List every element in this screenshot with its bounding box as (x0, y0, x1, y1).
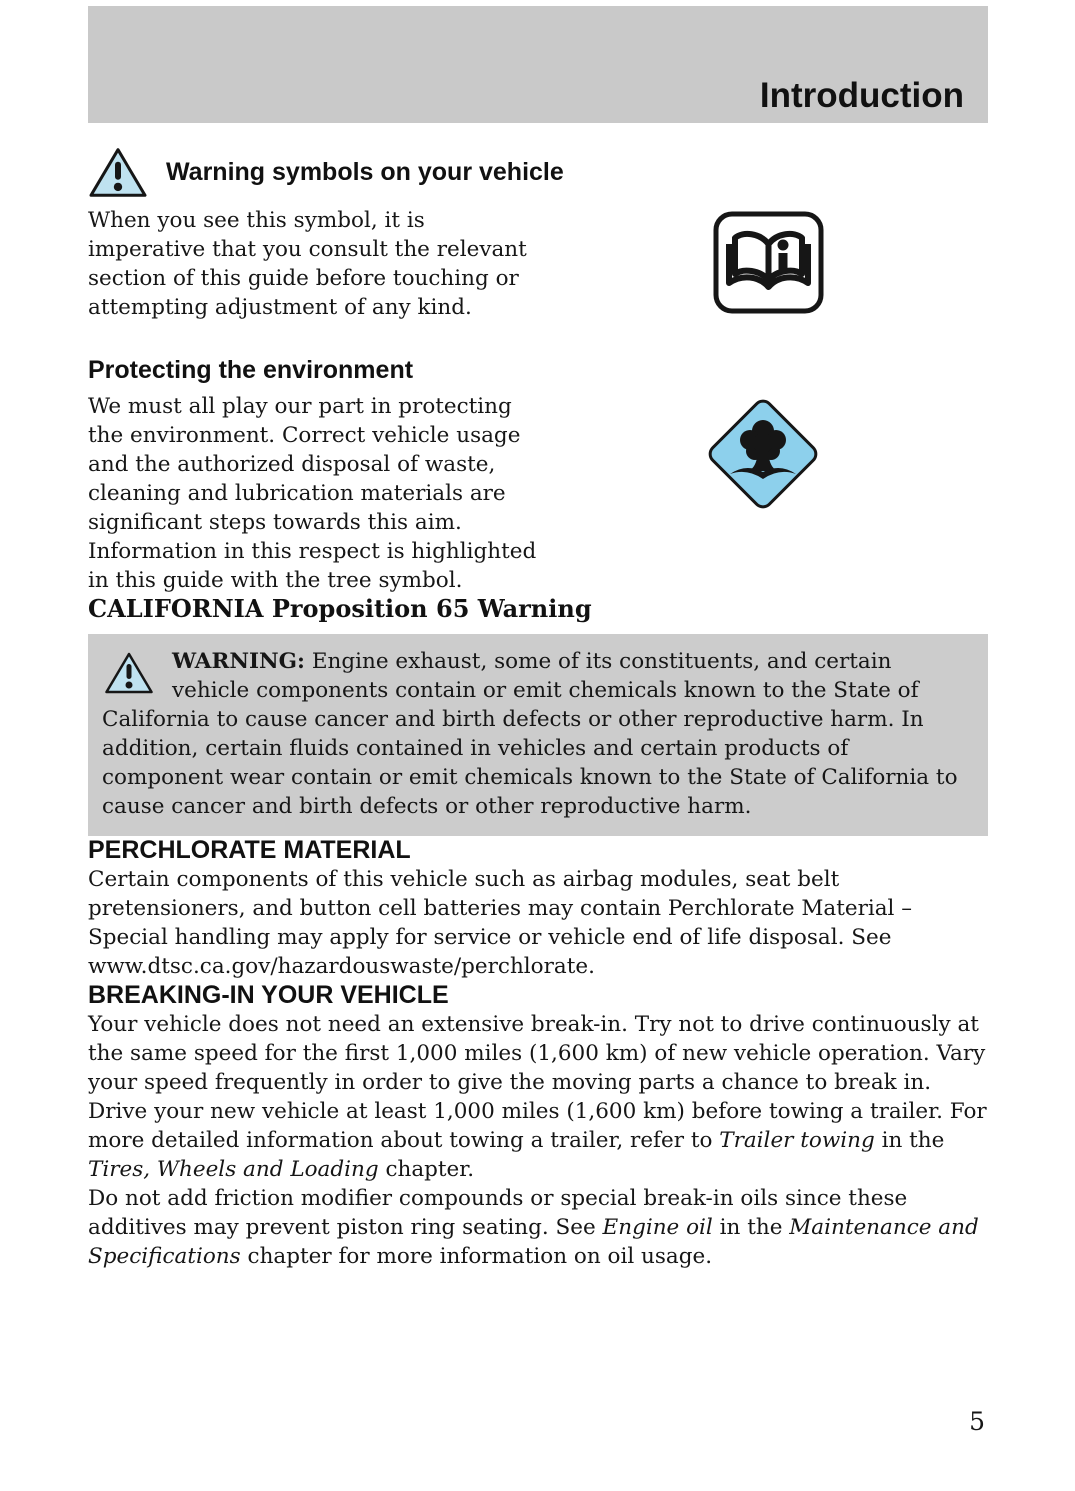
italic-reference: Tires, Wheels and Loading (88, 1156, 379, 1182)
owner-manual-book-icon (548, 206, 988, 356)
section-prop65 (88, 595, 988, 837)
environment-flow (88, 392, 988, 595)
text-segment: in the (874, 1127, 945, 1153)
section-heading-environment: Protecting the environment (88, 356, 414, 384)
warning-symbols-flow (88, 206, 988, 356)
warning-text: Engine exhaust, some of its constituents, and certain vehicle components contain or emit chemicals known to the State of California to cause cancer and birth defects or other reproductive harm. In addition, certain fluids contained in vehicles and certain products of component wear contain or emit chemicals known to the State of California to cause cancer and birth defects or other reproductive harm. (102, 649, 958, 820)
paragraph-perchlorate: Certain components of this vehicle such as airbag modules, seat belt pretensioners, and button cell batteries may contain Perchlorate Material – Special handling may apply for service or vehicle end of life disposal. See www.dtsc.ca.gov/hazardouswaste/perchlorate. (88, 867, 913, 980)
section-environment (88, 356, 988, 595)
tree-symbol-icon (538, 392, 988, 540)
section-breaking-in (88, 981, 988, 1271)
prop65-warning-box (88, 634, 988, 836)
paragraph-environment: We must all play our part in protecting the environment. Correct vehicle usage and the authorized disposal of waste, cleaning and lubrication materials are significant steps towards this aim. Information in this respect is highlighted in this guide with the tree symbol. (88, 393, 537, 593)
text-segment: chapter for more information on oil usage. (240, 1243, 713, 1269)
text-segment: Do not add friction modifier compounds or special break-in oils since these additives may prevent piston ring seating. See (88, 1185, 908, 1240)
paragraph-prop65-warning (102, 647, 973, 821)
paragraph-breaking-in-2 (88, 1097, 988, 1184)
section-perchlorate (88, 836, 988, 981)
warning-triangle-icon (104, 650, 154, 696)
italic-reference: Trailer towing (719, 1127, 875, 1153)
chapter-header-bar (88, 6, 988, 123)
paragraph-breaking-in-3 (88, 1184, 988, 1271)
section-warning-symbols (88, 146, 988, 356)
section-heading-warning-symbols: Warning symbols on your vehicle (166, 158, 564, 187)
italic-reference: Engine oil (602, 1214, 713, 1240)
text-segment: Drive your new vehicle at least 1,000 miles (1,600 km) before towing a trailer. For more detailed information about towing a trailer, refer to (88, 1098, 987, 1153)
paragraph-warning-symbols: When you see this symbol, it is imperative that you consult the relevant section of this guide before touching or attempting adjustment of any kind. (88, 208, 527, 320)
section-heading-prop65: CALIFORNIA Proposition 65 Warning (88, 593, 592, 623)
text-segment: in the (712, 1214, 790, 1240)
warning-triangle-icon (88, 146, 148, 199)
paragraph-breaking-in-1: Your vehicle does not need an extensive break-in. Try not to drive continuously at the same speed for the first 1,000 miles (1,600 km) of new vehicle operation. Vary your speed frequently in order to give the moving parts a chance to break in. (88, 1011, 986, 1095)
page-title: Introduction (759, 76, 964, 115)
text-segment: chapter. (378, 1156, 475, 1182)
italic-reference: Maintenance and Specifications (88, 1214, 979, 1269)
page-number: 5 (969, 1407, 985, 1436)
warning-label: WARNING: (172, 649, 305, 675)
section-heading-perchlorate: PERCHLORATE MATERIAL (88, 836, 411, 865)
section-heading-breaking-in: BREAKING-IN YOUR VEHICLE (88, 981, 449, 1010)
